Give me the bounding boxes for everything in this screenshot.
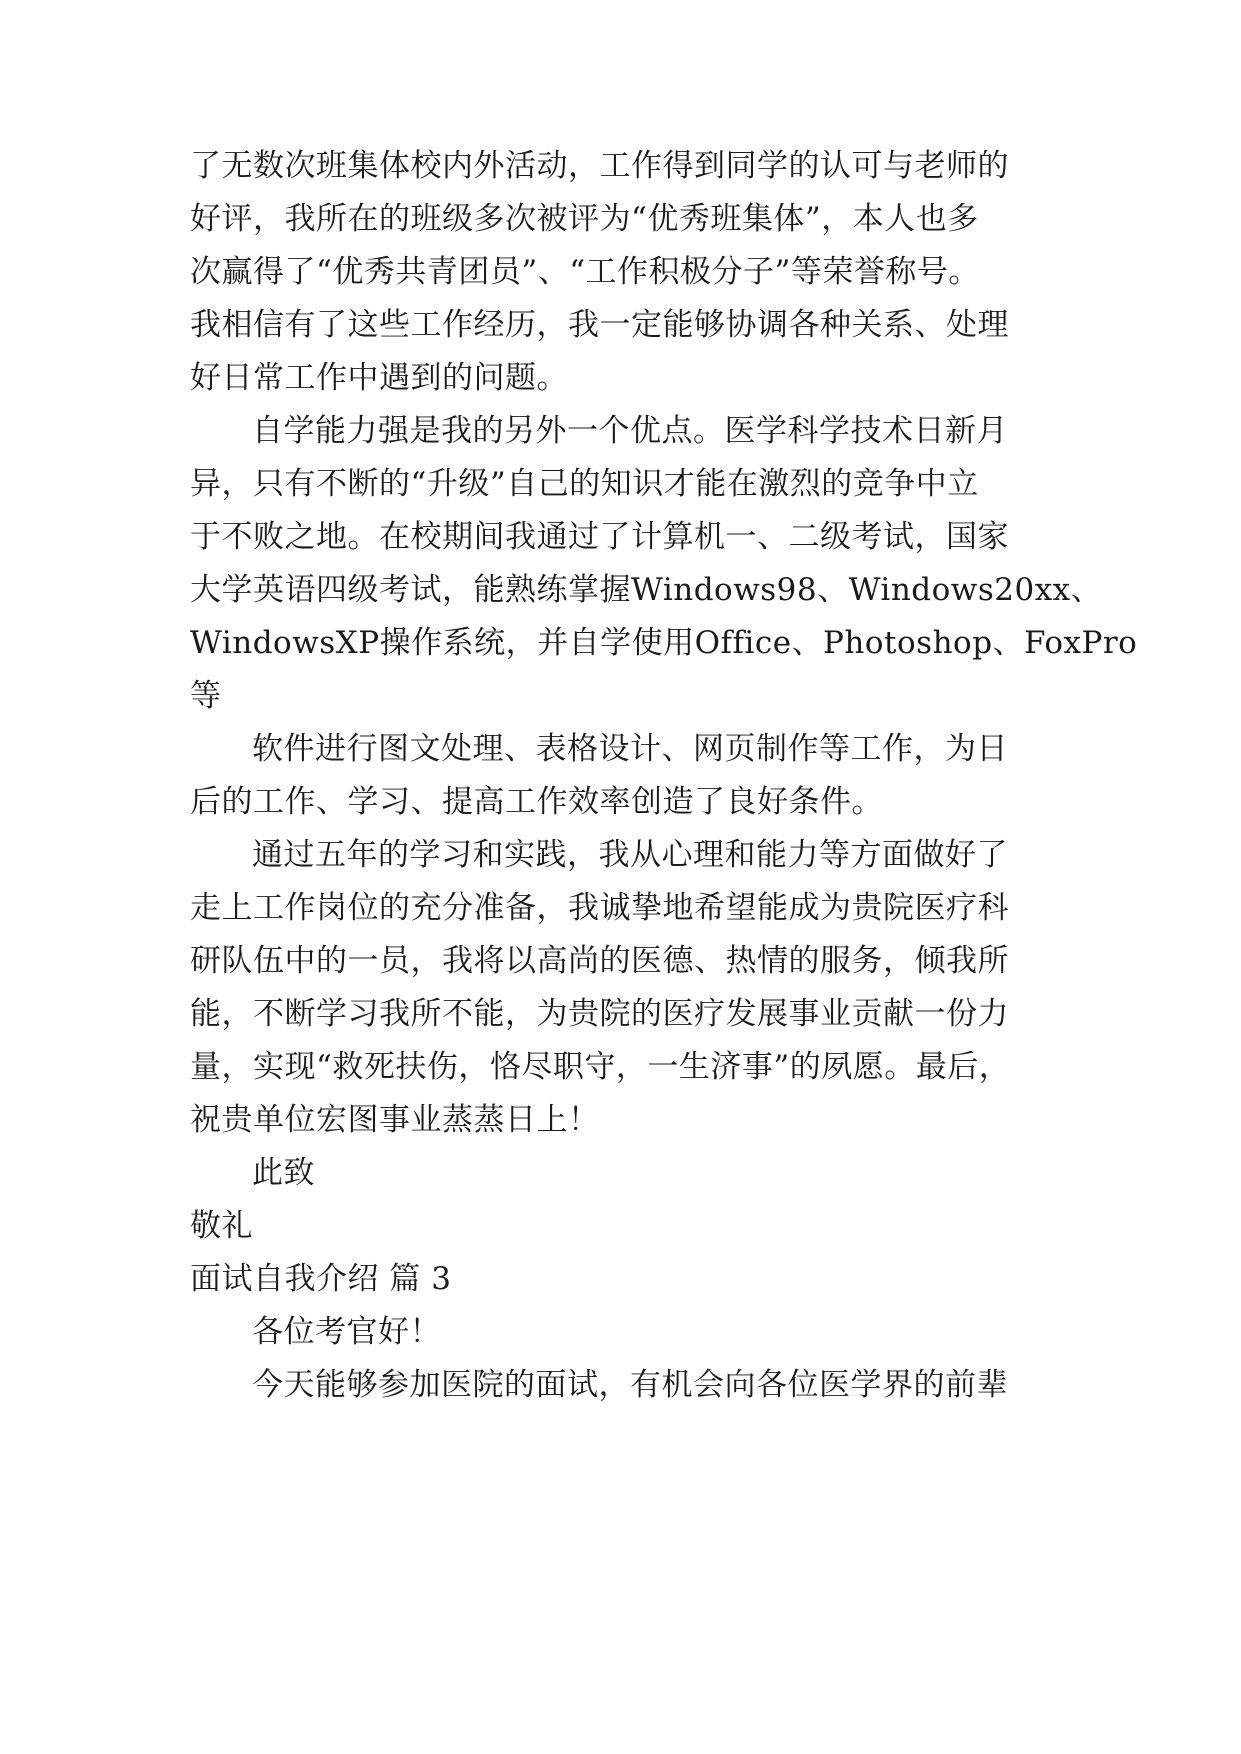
text-line: 好日常工作中遇到的问题。 xyxy=(190,360,568,396)
section-heading: 面试自我介绍 篇 3 xyxy=(190,1261,452,1297)
text-line: 等 xyxy=(190,678,222,714)
text-line: 走上工作岗位的充分准备，我诚挚地希望能成为贵院医疗科 xyxy=(190,890,1009,926)
paragraph-start-line: 自学能力强是我的另外一个优点。医学科学技术日新月 xyxy=(252,413,1008,449)
text-line: 大学英语四级考试，能熟练掌握Windows98、Windows20xx、 xyxy=(190,572,1103,608)
text-line: 后的工作、学习、提高工作效率创造了良好条件。 xyxy=(190,784,883,820)
text-line: 了无数次班集体校内外活动，工作得到同学的认可与老师的 xyxy=(190,148,1009,184)
text-line: 次赢得了“优秀共青团员”、“工作积极分子”等荣誉称号。 xyxy=(190,254,980,290)
text-line: 于不败之地。在校期间我通过了计算机一、二级考试，国家 xyxy=(190,519,1009,555)
text-line: 好评，我所在的班级多次被评为“优秀班集体”，本人也多 xyxy=(190,201,979,237)
paragraph-start-line: 软件进行图文处理、表格设计、网页制作等工作，为日 xyxy=(252,731,1008,767)
text-line: 祝贵单位宏图事业蒸蒸日上！ xyxy=(190,1102,600,1138)
text-line: WindowsXP操作系统，并自学使用Office、Photoshop、FoxPro xyxy=(190,625,1138,661)
greeting-line: 各位考官好！ xyxy=(252,1314,441,1350)
closing-salutation: 此致 xyxy=(252,1155,315,1191)
closing-regards: 敬礼 xyxy=(190,1208,253,1244)
paragraph-start-line: 通过五年的学习和实践，我从心理和能力等方面做好了 xyxy=(252,837,1008,873)
text-line: 我相信有了这些工作经历，我一定能够协调各种关系、处理 xyxy=(190,307,1009,343)
text-line: 研队伍中的一员，我将以高尚的医德、热情的服务，倾我所 xyxy=(190,943,1009,979)
text-line: 量，实现“救死扶伤，恪尽职守，一生济事”的夙愿。最后， xyxy=(190,1049,1011,1085)
paragraph-start-line: 今天能够参加医院的面试，有机会向各位医学界的前辈 xyxy=(252,1367,1008,1403)
text-line: 能，不断学习我所不能，为贵院的医疗发展事业贡献一份力 xyxy=(190,996,1009,1032)
text-line: 异，只有不断的“升级”自己的知识才能在激烈的竞争中立 xyxy=(190,466,979,502)
